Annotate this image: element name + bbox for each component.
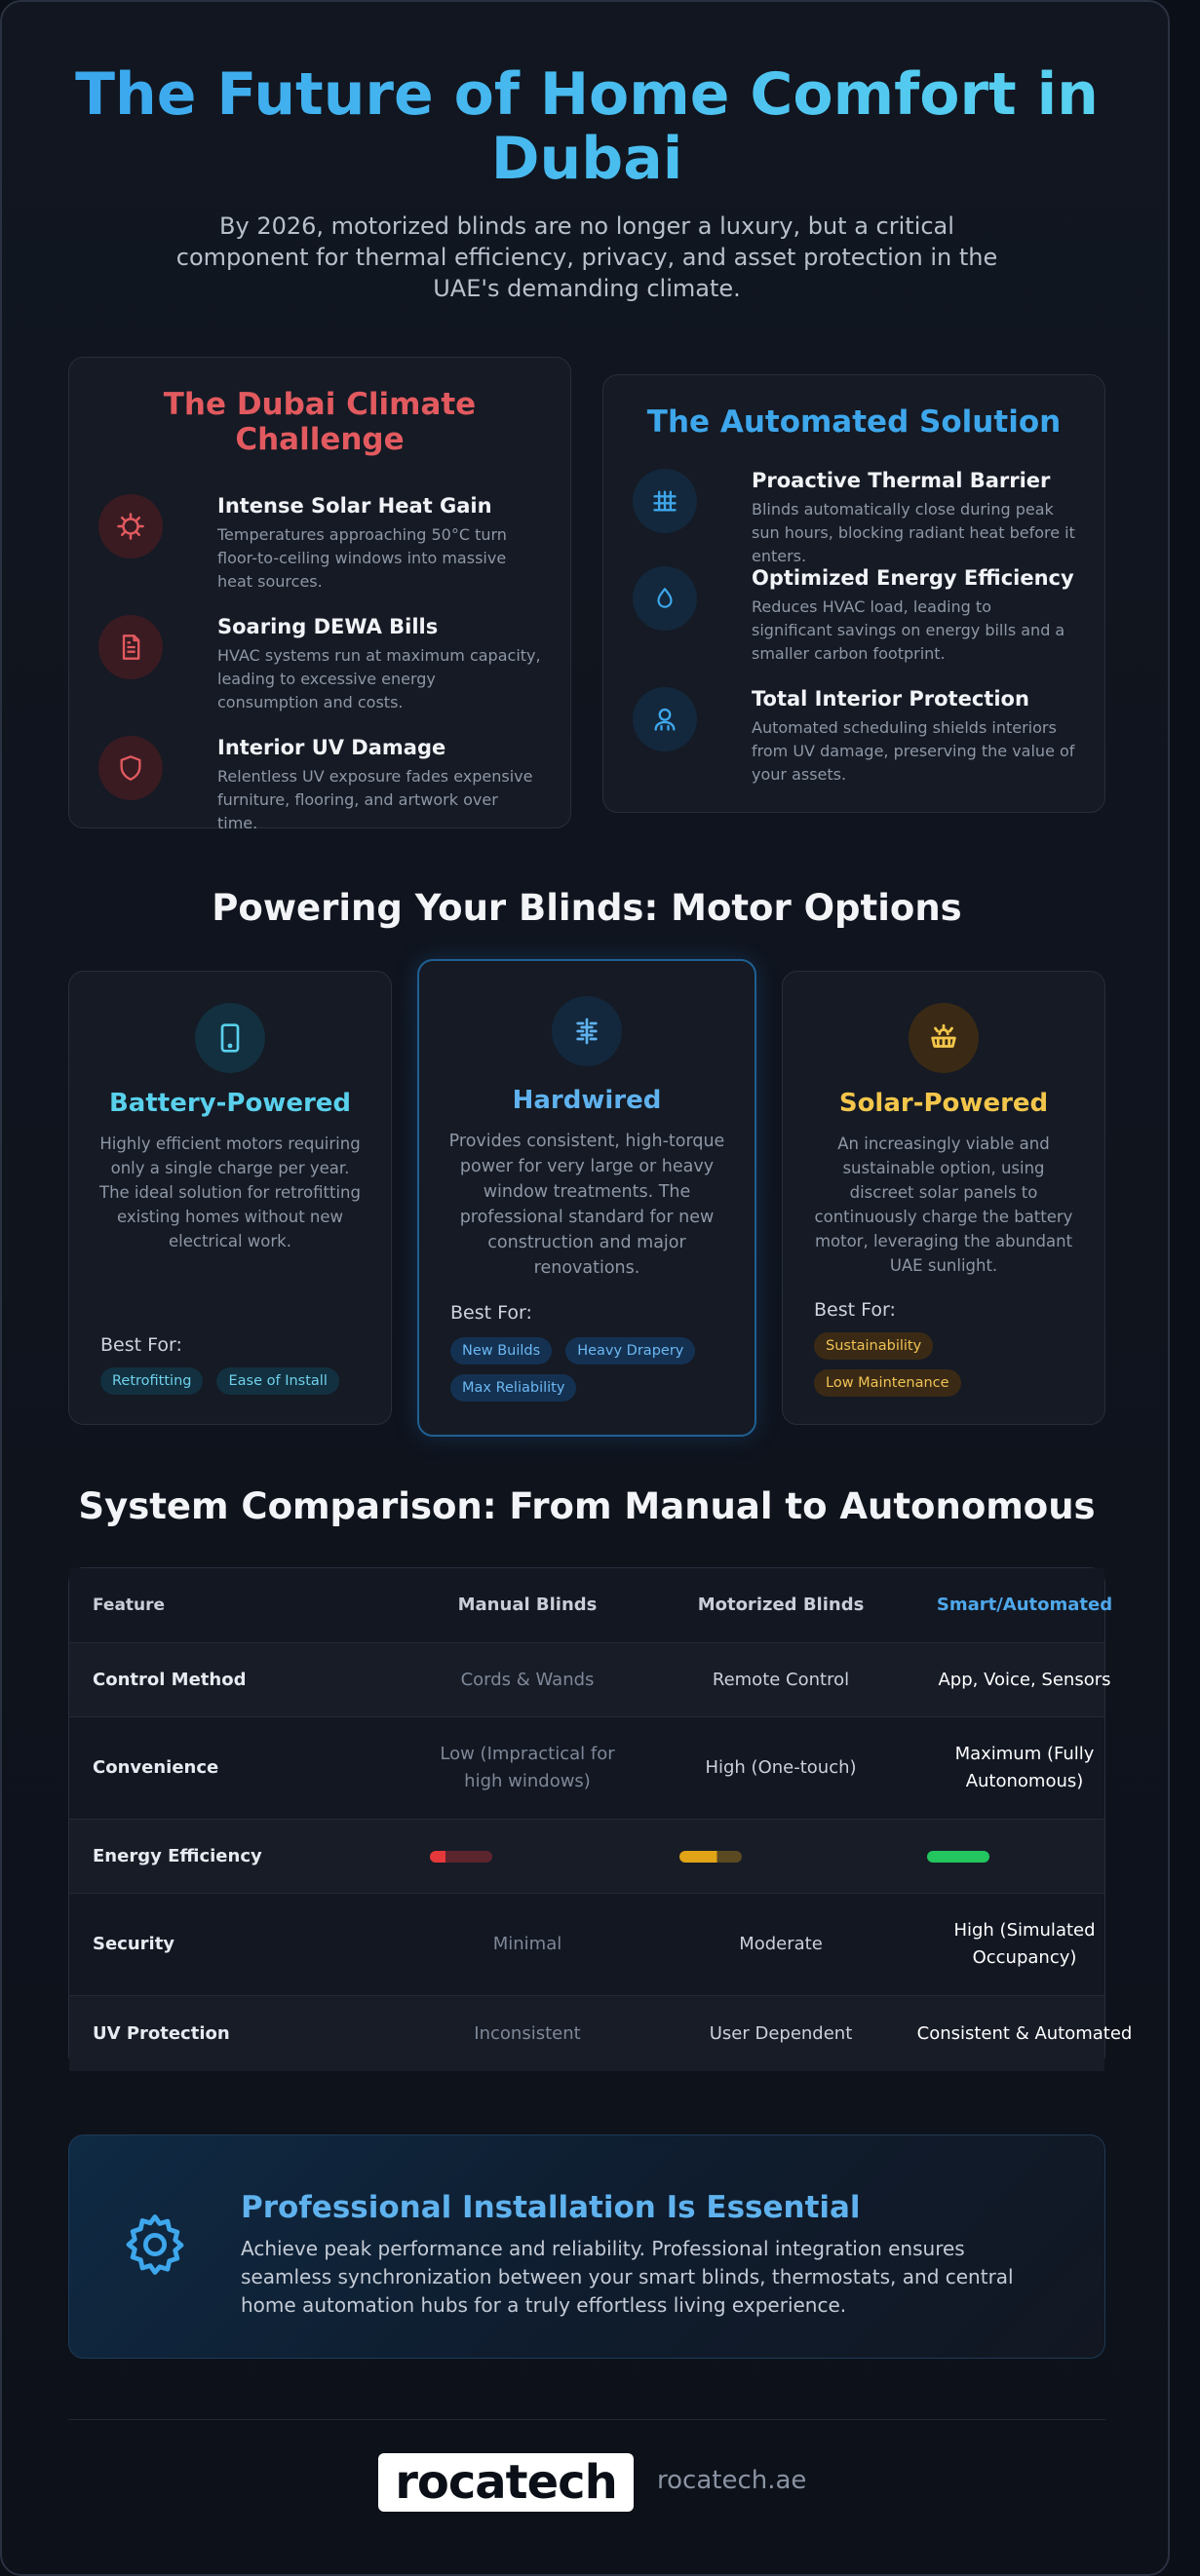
heat-icon — [98, 494, 163, 558]
table-header-cell: Motorized Blinds — [697, 1595, 865, 1615]
table-cell: Inconsistent — [474, 2022, 581, 2044]
solution-item-thermal — [633, 469, 1075, 566]
table-cell-feature: Energy Efficiency — [93, 1845, 262, 1866]
solution-title: The Automated Solution — [646, 404, 1062, 440]
motor-name: Battery-Powered — [108, 1089, 352, 1118]
wiring-icon — [552, 996, 622, 1066]
table-cell: Consistent & Automated — [916, 2022, 1133, 2044]
table-cell-feature: Convenience — [93, 1757, 219, 1778]
callout-title: Professional Installation Is Essential — [241, 2190, 861, 2225]
table-header-cell: Feature — [93, 1596, 166, 1615]
solution-item-desc: Blinds automatically close during peak sun hours, blocking radiant heat before it enters. — [752, 500, 1075, 565]
efficiency-bar-smart — [927, 1851, 989, 1863]
table-row — [69, 1716, 1104, 1819]
footer-divider — [68, 2419, 1105, 2420]
person-icon — [633, 687, 697, 751]
motor-desc: An increasingly viable and sustainable option, using discreet solar panels to continuously charge the battery motor, leveraging the abundant UAE sunlight. — [814, 1134, 1073, 1275]
table-cell-feature: UV Protection — [93, 2022, 230, 2044]
page-subtitle: By 2026, motorized blinds are no longer a luxury, but a critical component for thermal efficiency, privacy, and asset protection in the UAE's demanding climate. — [175, 212, 998, 302]
gear-icon — [120, 2210, 190, 2284]
motor-card-battery — [68, 971, 392, 1425]
tag: Low Maintenance — [814, 1369, 961, 1397]
motor-name: Solar-Powered — [838, 1089, 1049, 1118]
challenge-title: The Dubai Climate Challenge — [163, 387, 477, 457]
challenge-item-bills — [98, 615, 541, 712]
table-cell: App, Voice, Sensors — [938, 1669, 1111, 1690]
table-row — [69, 1995, 1133, 2071]
comparison-table — [68, 1567, 1133, 2070]
table-cell: Remote Control — [712, 1669, 850, 1690]
bill-icon — [98, 615, 163, 679]
table-header-cell: Manual Blinds — [457, 1595, 598, 1615]
table-cell-feature: Control Method — [93, 1669, 247, 1690]
challenge-item-title: Interior UV Damage — [217, 736, 446, 759]
table-cell: High (One-touch) — [705, 1757, 857, 1778]
challenge-item-desc: Temperatures approaching 50°C turn floor-to-ceiling windows into massive heat sources. — [217, 525, 507, 591]
logo-text: rocatech — [395, 2455, 617, 2510]
grid-barrier-icon — [633, 469, 697, 533]
motor-card-hardwired — [417, 959, 756, 1437]
solution-item-desc: Automated scheduling shields interiors from UV damage, preserving the value of your assets. — [752, 718, 1075, 784]
challenge-item-heat — [98, 494, 541, 592]
motor-desc: Highly efficient motors requiring only a single charge per year. The ideal solution for retrofitting existing homes without new electrical work. — [98, 1134, 361, 1250]
challenge-card — [68, 357, 571, 832]
solution-item-energy — [633, 566, 1075, 664]
tag-list — [100, 1367, 371, 1395]
table-cell: Moderate — [739, 1934, 823, 1954]
table-cell: High (Simulated Occupancy) — [953, 1920, 1096, 1968]
installation-callout — [68, 2134, 1105, 2359]
solution-item-protection — [633, 687, 1075, 785]
tag: New Builds — [450, 1337, 552, 1365]
tag: Heavy Drapery — [565, 1337, 695, 1365]
table-header-row — [69, 1568, 1113, 1642]
table-row — [69, 1893, 1104, 1995]
solution-card — [602, 374, 1105, 813]
phone-icon — [195, 1003, 265, 1073]
best-for-label: Best For: — [814, 1299, 896, 1321]
table-cell: Maximum (Fully Autonomous) — [954, 1744, 1095, 1791]
challenge-item-desc: HVAC systems run at maximum capacity, leading to excessive energy consumption and costs. — [217, 646, 541, 711]
table-cell: Cords & Wands — [460, 1669, 595, 1690]
shield-icon — [98, 736, 163, 800]
website-link[interactable]: rocatech.ae — [657, 2466, 807, 2495]
table-header-cell: Smart/Automated — [936, 1595, 1113, 1615]
solution-item-desc: Reduces HVAC load, leading to significant savings on energy bills and a smaller carbon footprint. — [752, 597, 1065, 663]
motor-name: Hardwired — [512, 1086, 662, 1115]
tag: Retrofitting — [100, 1367, 203, 1395]
table-row — [69, 1819, 1104, 1893]
table-cell: User Dependent — [709, 2022, 853, 2044]
best-for-label: Best For: — [450, 1302, 532, 1324]
motor-card-solar — [782, 971, 1105, 1425]
challenge-item-uv — [98, 736, 541, 833]
challenge-item-desc: Relentless UV exposure fades expensive furniture, flooring, and artwork over time. — [217, 767, 533, 832]
challenge-item-title: Soaring DEWA Bills — [217, 615, 439, 638]
table-row — [69, 1642, 1111, 1716]
efficiency-bar-motorized — [679, 1851, 742, 1863]
table-cell-feature: Security — [93, 1934, 175, 1954]
tag: Ease of Install — [216, 1367, 338, 1395]
challenge-item-title: Intense Solar Heat Gain — [217, 494, 492, 518]
solution-item-title: Proactive Thermal Barrier — [752, 469, 1051, 492]
tag: Max Reliability — [450, 1374, 576, 1402]
hero — [60, 62, 1113, 304]
drop-icon — [633, 566, 697, 631]
motor-desc: Provides consistent, high-torque power for very large or heavy window treatments. The professional standard for new construction and major renovations. — [448, 1132, 725, 1278]
solution-item-title: Optimized Energy Efficiency — [752, 566, 1074, 590]
callout-body: Achieve peak performance and reliability. Professional integration ensures seamless synchronization between your smart blinds, thermostats, and central home automation hubs for a truly effortless living experience. — [241, 2237, 1014, 2317]
tag-list — [814, 1332, 1085, 1397]
best-for-label: Best For: — [100, 1334, 182, 1356]
tag-list — [450, 1337, 735, 1402]
motors-section-title: Powering Your Blinds: Motor Options — [212, 887, 962, 929]
tag: Sustainability — [814, 1332, 933, 1360]
comparison-section-title: System Comparison: From Manual to Autonomous — [78, 1485, 1096, 1527]
table-cell: Minimal — [492, 1934, 562, 1954]
solar-icon — [909, 1003, 979, 1073]
table-cell: Low (Impractical for high windows) — [440, 1744, 615, 1791]
rocatech-logo[interactable] — [378, 2453, 634, 2512]
page-title: The Future of Home Comfort in Dubai — [60, 62, 1113, 191]
solution-item-title: Total Interior Protection — [752, 687, 1029, 711]
efficiency-bar-manual — [430, 1851, 492, 1863]
